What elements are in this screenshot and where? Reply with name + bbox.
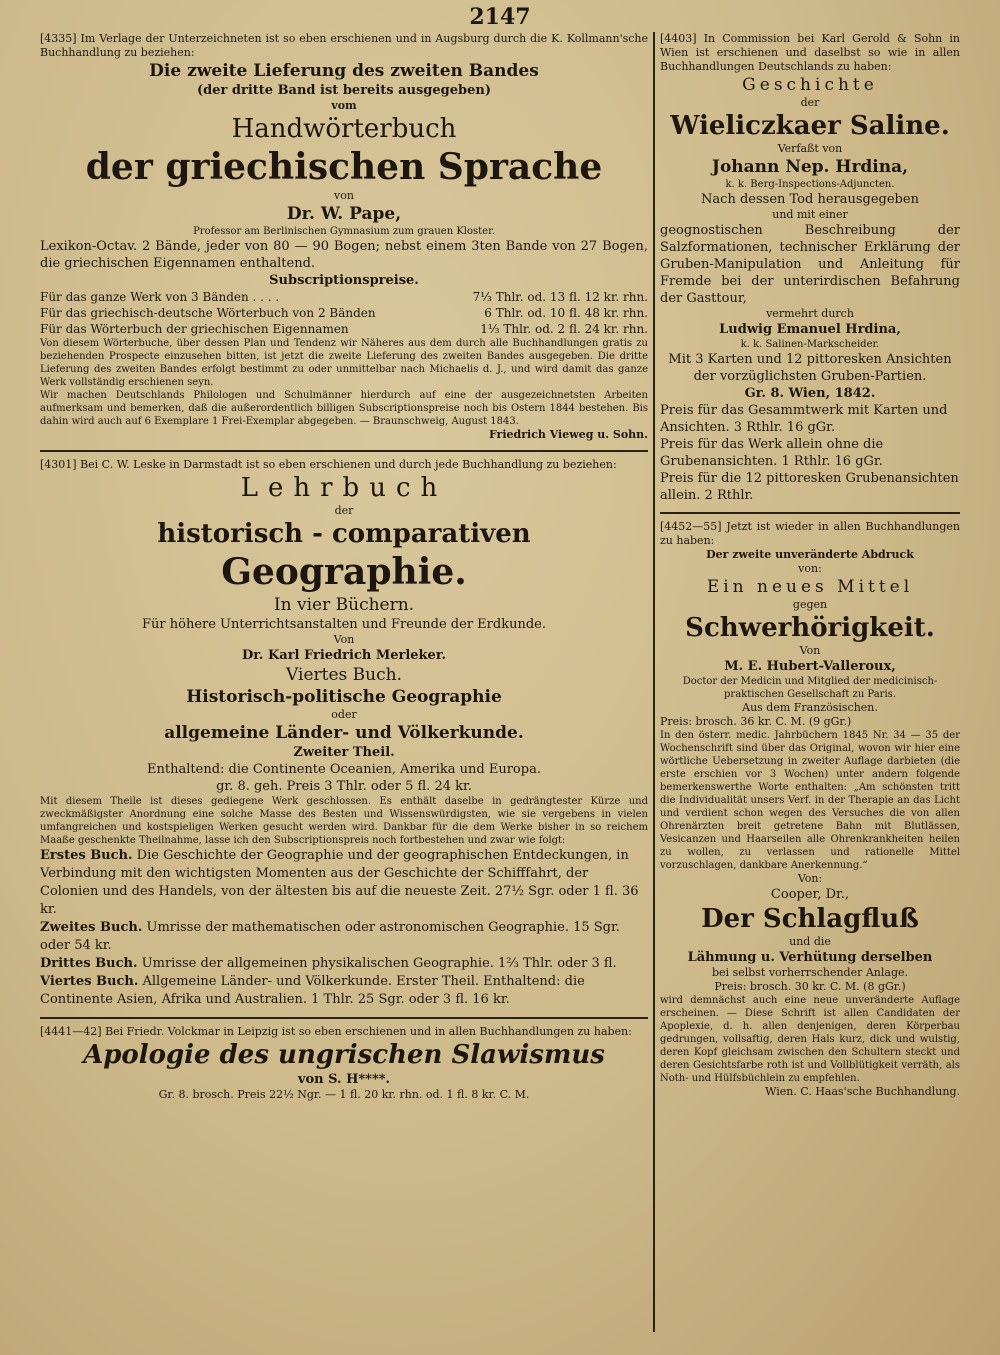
right-column [660, 32, 960, 1350]
advert-line: der [800, 96, 820, 109]
advert-line: bei selbst vorherrschender Anlage. [712, 966, 908, 979]
price-list [40, 289, 648, 337]
advert-hrdina [660, 32, 960, 504]
book-text: Allgemeine Länder- und Völkerkunde. Erster Theil. Enthaltend: die Continente Asien, Afrika und Australien. 1 Thlr. 25 Sgr. oder 3 fl. 16 kr. [40, 974, 585, 1007]
author-role: k. k. Salinen-Markscheider. [740, 339, 880, 350]
left-column [40, 32, 648, 1350]
advert-price: Preis für das Werk allein ohne die Grubenansichten. 1 Rthlr. 16 gGr. [660, 437, 884, 469]
book-entry [40, 973, 648, 1009]
book-text: Umrisse der allgemeinen physikalischen Geographie. 1⅔ Thlr. oder 3 fl. [141, 956, 617, 971]
author-name: M. E. Hubert-Valleroux, [724, 659, 896, 674]
book-text: Die Geschichte der Geographie und der geographischen Entdeckungen, in Verbindung mit den wichtigsten Momenten aus der Geschichte der Schifffahrt, der Colonien und des Handels, von der ältesten bis auf die neueste Zeit. 27½ Sgr. oder 1 fl. 36 kr. [40, 848, 639, 917]
book-heading: Erstes Buch. [40, 848, 133, 863]
advert-line: In vier Büchern. [273, 595, 415, 615]
book-title: Historisch-politische Geographie [186, 687, 502, 707]
advert-line: von: [798, 562, 822, 575]
advert-separator [40, 1017, 648, 1019]
book-title: der griechischen Sprache [85, 146, 603, 188]
book-heading: Viertes Buch. [40, 974, 139, 989]
book-title: Lehrbuch [240, 473, 448, 503]
advert-intro: [4335] Im Verlage der Unterzeichneten ist so eben erschienen und in Augsburg durch die K. Kollmann'sche Buchhandlung zu beziehen: [40, 32, 648, 59]
advert-line: gegen [792, 598, 828, 611]
author-name: Dr. W. Pape, [286, 204, 402, 224]
advert-volckmar [40, 1025, 648, 1102]
price-value: 6 Thlr. od. 10 fl. 48 kr. rhn. [484, 306, 648, 320]
advert-line: Gr. 8. Wien, 1842. [744, 386, 876, 401]
column-divider [653, 32, 655, 1332]
publisher-signature: Wien. C. Haas'sche Buchhandlung. [765, 1085, 960, 1098]
price-row [40, 321, 648, 337]
advert-line: Mit 3 Karten und 12 pittoresken Ansichten der vorzüglichsten Gruben-Partien. [668, 352, 952, 384]
advert-line: vermehrt durch [766, 307, 854, 320]
book-title: allgemeine Länder- und Völkerkunde. [164, 723, 524, 743]
book-title: Geschichte [742, 75, 878, 95]
advert-price: gr. 8. geh. Preis 3 Thlr. oder 5 fl. 24 kr. [216, 779, 472, 794]
price-row [40, 289, 648, 305]
advert-line: Von [333, 633, 355, 646]
book-title: Wieliczkaer Saline. [670, 111, 950, 141]
book-title: Der Schlagfluß [701, 904, 919, 934]
price-value: 7⅓ Thlr. od. 13 fl. 12 kr. rhn. [472, 290, 648, 304]
book-description: geognostischen Beschreibung der Salzformationen, technischer Erklärung der Gruben-Manipulation und Anleitung für Fremde bei der unterirdischen Befahrung der Gasttour, [660, 223, 960, 306]
author-name: Cooper, Dr., [770, 887, 850, 902]
advert-line: Zweiter Theil. [293, 745, 395, 760]
author-name: Johann Nep. Hrdina, [711, 157, 909, 177]
advert-intro: [4301] Bei C. W. Leske in Darmstadt ist so eben erschienen und durch jede Buchhandlung zu beziehen: [40, 458, 617, 471]
price-label: Für das Wörterbuch der griechischen Eigennamen [40, 322, 349, 336]
advert-price: Preis: brosch. 36 kr. C. M. (9 gGr.) [660, 715, 852, 728]
advert-note: Wir machen Deutschlands Philologen und Schulmänner hierdurch auf eine der ausgezeichnetsten Arbeiten aufmerksam und bemerken, daß die außerordentlich billigen Subscriptionspreise noch bis Ostern 1844 bestehen. Bis dahin wird auch auf 6 Exemplare 1 Frei-Exemplar abgegeben. — Braunschweig, August 1843. [40, 390, 648, 427]
advert-line: Verfaßt von [777, 142, 843, 155]
book-text: Umrisse der mathematischen oder astronomischen Geographie. 15 Sgr. oder 54 kr. [40, 920, 620, 953]
advert-line: von [334, 189, 354, 202]
advert-line: Viertes Buch. [286, 665, 402, 685]
book-entry [40, 919, 648, 955]
author-role: Doctor der Medicin und Mitglied der medicinisch-praktischen Gesellschaft zu Paris. [682, 676, 938, 700]
advert-price: Gr. 8. brosch. Preis 22½ Ngr. — 1 fl. 20 kr. rhn. od. 1 fl. 8 kr. C. M. [158, 1088, 530, 1101]
advert-line: und die [789, 935, 831, 948]
book-title: Handwörterbuch [231, 114, 457, 144]
price-row [40, 305, 648, 321]
advert-note: Mit diesem Theile ist dieses gediegene Werk geschlossen. Es enthält daselbe in gedrängtester Kürze und zweckmäßigster Anordnung eine solche Masse des Besten und Wissenswürdigsten, wie sie vergebens in vielen umfangreichen und kostspieligen Werken gesucht werden wird. Dankbar für die dem Werke bisher in so reichem Maaße geschenkte Theilnahme, lasse ich den Subscriptionspreis noch fortbestehen und zwar wie folgt: [40, 796, 648, 846]
author-name: von S. H****. [297, 1072, 391, 1087]
advert-line: Von [799, 644, 821, 657]
book-title: Schwerhörigkeit. [685, 613, 935, 643]
book-heading: Zweites Buch. [40, 920, 143, 935]
advert-line: Die zweite Lieferung des zweiten Bandes [149, 61, 539, 81]
price-label: Für das ganze Werk von 3 Bänden . . . . [40, 290, 280, 304]
advert-note: Von diesem Wörterbuche, über dessen Plan und Tendenz wir Näheres aus dem durch alle Buchhandlungen gratis zu beziehenden Prospecte einzusehen bitten, ist jetzt die zweite Lieferung des zweiten Bandes ausgegeben. Die dritte Lieferung des zweiten Bandes erfolgt bestimmt zu oder unmittelbar nach Michaelis d. J., und wird damit das ganze Werk vollständig erschienen seyn. [40, 338, 648, 388]
advert-line: und mit einer [772, 208, 848, 221]
advert-separator [660, 512, 960, 514]
advert-line: vom [331, 99, 357, 112]
advert-price: Preis: brosch. 30 kr. C. M. (8 gGr.) [714, 980, 906, 993]
page-number: 2147 [469, 4, 531, 30]
author-name: Ludwig Emanuel Hrdina, [719, 322, 901, 337]
advert-intro: [4441—42] Bei Friedr. Volckmar in Leipzig ist so eben erschienen und in allen Buchhandlungen zu haben: [40, 1025, 632, 1038]
author-name: Dr. Karl Friedrich Merleker. [241, 648, 447, 663]
advert-line: Von: [797, 872, 823, 885]
author-role: Professor am Berlinischen Gymnasium zum grauen Kloster. [193, 226, 495, 237]
advert-note: In den österr. medic. Jahrbüchern 1845 Nr. 34 — 35 der Wochenschrift sind über das Original, wovon wir hier eine wörtliche Uebersetzung in zweiter Auflage darbieten (die erste erschien vor 3 Wochen) unter andern folgende bemerkenswerthe Worte enthalten: „Am schönsten tritt die Individualität unsers Verf. in der Therapie an das Licht und verdient schon wegen des Versuches die von allen Ohrenärzten breit getretene Bahn mit Blutlässen, Vesicanzen und Haarseilen alle Ohrenkrankheiten heilen zu wollen, zu verlassen und rationelle Mittel vorzuschlagen, dankbare Anerkennung.“ [660, 730, 960, 871]
advert-line: Enthaltend: die Continente Oceanien, Amerika und Europa. [147, 762, 541, 777]
advert-valleroux [660, 520, 960, 1099]
publisher-signature: Friedrich Vieweg u. Sohn. [488, 428, 648, 441]
book-heading: Drittes Buch. [40, 956, 138, 971]
advert-line: Aus dem Französischen. [742, 701, 878, 714]
book-title: historisch - comparativen [157, 519, 531, 549]
book-entry [40, 847, 648, 919]
book-title: Ein neues Mittel [706, 577, 914, 597]
price-label: Für das griechisch-deutsche Wörterbuch von 2 Bänden [40, 306, 376, 320]
book-title: Lähmung u. Verhütung derselben [687, 950, 933, 965]
advert-line: (der dritte Band ist bereits ausgegeben) [197, 83, 491, 98]
book-format: Lexikon-Octav. 2 Bände, jeder von 80 — 90 Bogen; nebst einem 3ten Bande von 27 Bogen, die griechischen Eigennamen enthaltend. [40, 239, 648, 271]
advert-line: Nach dessen Tod herausgegeben [701, 192, 919, 207]
subscription-heading: Subscriptionspreise. [269, 273, 419, 288]
advert-price: Preis für die 12 pittoresken Grubenansichten allein. 2 Rthlr. [660, 471, 959, 503]
advert-line: Für höhere Unterrichtsanstalten und Freunde der Erdkunde. [142, 617, 546, 632]
advert-line: Der zweite unveränderte Abdruck [706, 548, 914, 561]
price-value: 1⅓ Thlr. od. 2 fl. 24 kr. rhn. [480, 322, 648, 336]
book-entry [40, 955, 648, 973]
book-title: Apologie des ungrischen Slawismus [83, 1040, 605, 1070]
advert-line: der [334, 504, 354, 517]
advert-pape [40, 32, 648, 442]
advert-line: oder [331, 708, 357, 721]
advert-intro: [4403] In Commission bei Karl Gerold & Sohn in Wien ist erschienen und daselbst so wie in allen Buchhandlungen Deutschlands zu haben: [660, 32, 960, 73]
advert-price: Preis für das Gesammtwerk mit Karten und Ansichten. 3 Rthlr. 16 gGr. [660, 403, 948, 435]
advert-merleker [40, 458, 648, 1009]
advert-intro: [4452—55] Jetzt ist wieder in allen Buchhandlungen zu haben: [660, 520, 960, 547]
advert-separator [40, 450, 648, 452]
author-role: k. k. Berg-Inspections-Adjuncten. [725, 179, 895, 190]
book-title: Geographie. [221, 551, 467, 593]
advert-note: wird demnächst auch eine neue unveränderte Auflage erscheinen. — Diese Schrift ist allen Candidaten der Apoplexie, d. h. allen denjenigen, deren Körperbau gedrungen, vollsaftig, deren Hals kurz, dick und wulstig, deren Kopf gleichsam zwischen den Schultern steckt und deren Gesichtsfarbe roth ist und Vollblütigkeit verräth, als Noth- und Hülfsbüchlein zu empfehlen. [660, 995, 960, 1084]
